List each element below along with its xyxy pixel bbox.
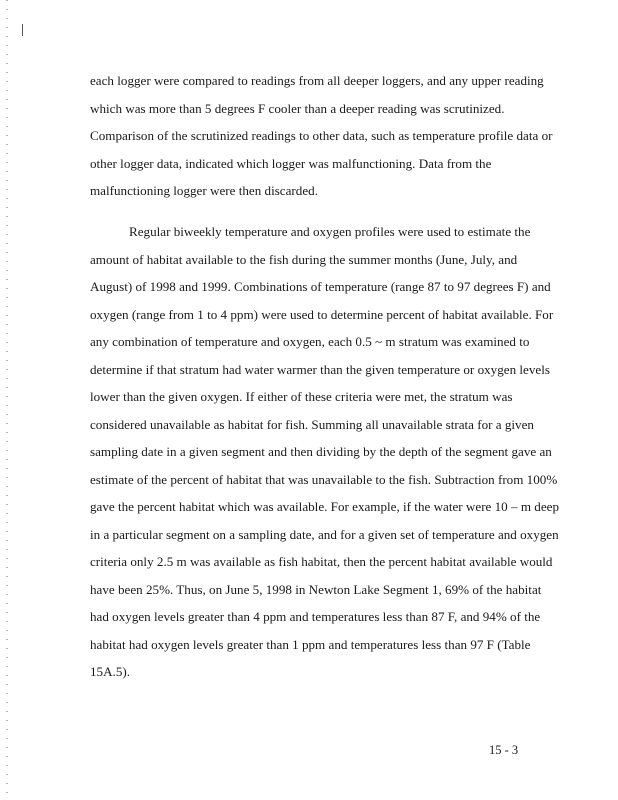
text-line: malfunctioning logger were then discarded.: [90, 183, 318, 198]
text-line: sampling date in a given segment and then dividing by the depth of the segment gave an: [90, 444, 552, 459]
paragraph-gap: [90, 205, 530, 219]
text-line: habitat had oxygen levels greater than 1 ppm and temperatures less than 97 F (Table: [90, 636, 531, 652]
text-line: in a particular segment on a sampling date, and for a given set of temperature and oxygen: [90, 526, 559, 542]
text-line: lower than the given oxygen. If either of these criteria were met, the stratum was: [90, 389, 513, 404]
text-line: which was more than 5 degrees F cooler than a deeper reading was scrutinized.: [90, 100, 505, 116]
paragraph-2: [90, 218, 560, 686]
text-line: gave the percent habitat which was available. For example, if the water were 10 – m deep: [90, 499, 560, 514]
text-line: have been 25%. Thus, on June 5, 1998 in Newton Lake Segment 1, 69% of the habitat: [90, 581, 542, 597]
text-line: estimate of the percent of habitat that was unavailable to the fish. Subtraction from 100%: [90, 471, 558, 487]
text-line: had oxygen levels greater than 4 ppm and temperatures less than 87 F, and 94% of the: [90, 609, 541, 624]
text-line: considered unavailable as habitat for fish. Summing all unavailable strata for a given: [90, 416, 534, 432]
text-line: Regular biweekly temperature and oxygen profiles were used to estimate the: [129, 224, 531, 239]
text-line: Comparison of the scrutinized readings to other data, such as temperature profile data or: [90, 128, 553, 143]
paragraph-1: [90, 67, 553, 205]
page-number: 15 - 3: [489, 743, 519, 757]
text-line: amount of habitat available to the fish during the summer months (June, July, and: [90, 251, 518, 267]
text-line: August) of 1998 and 1999. Combinations of temperature (range 87 to 97 degrees F) and: [90, 279, 551, 294]
text-line: criteria only 2.5 m was available as fish habitat, then the percent habitat available would: [90, 554, 553, 569]
scan-mark: [22, 24, 23, 36]
text-line: any combination of temperature and oxygen, each 0.5 ~ m stratum was examined to: [90, 334, 530, 349]
text-line: other logger data, indicated which logger was malfunctioning. Data from the: [90, 155, 492, 171]
text-line: oxygen (range from 1 to 4 ppm) were used to determine percent of habitat available. For: [90, 306, 554, 322]
text-line: determine if that stratum had water warmer than the given temperature or oxygen levels: [90, 361, 550, 377]
scan-edge-artifact: [6, 0, 8, 800]
text-line: 15A.5).: [90, 664, 131, 679]
text-line: each logger were compared to readings from all deeper loggers, and any upper reading: [90, 73, 544, 88]
body-text: [90, 67, 560, 686]
